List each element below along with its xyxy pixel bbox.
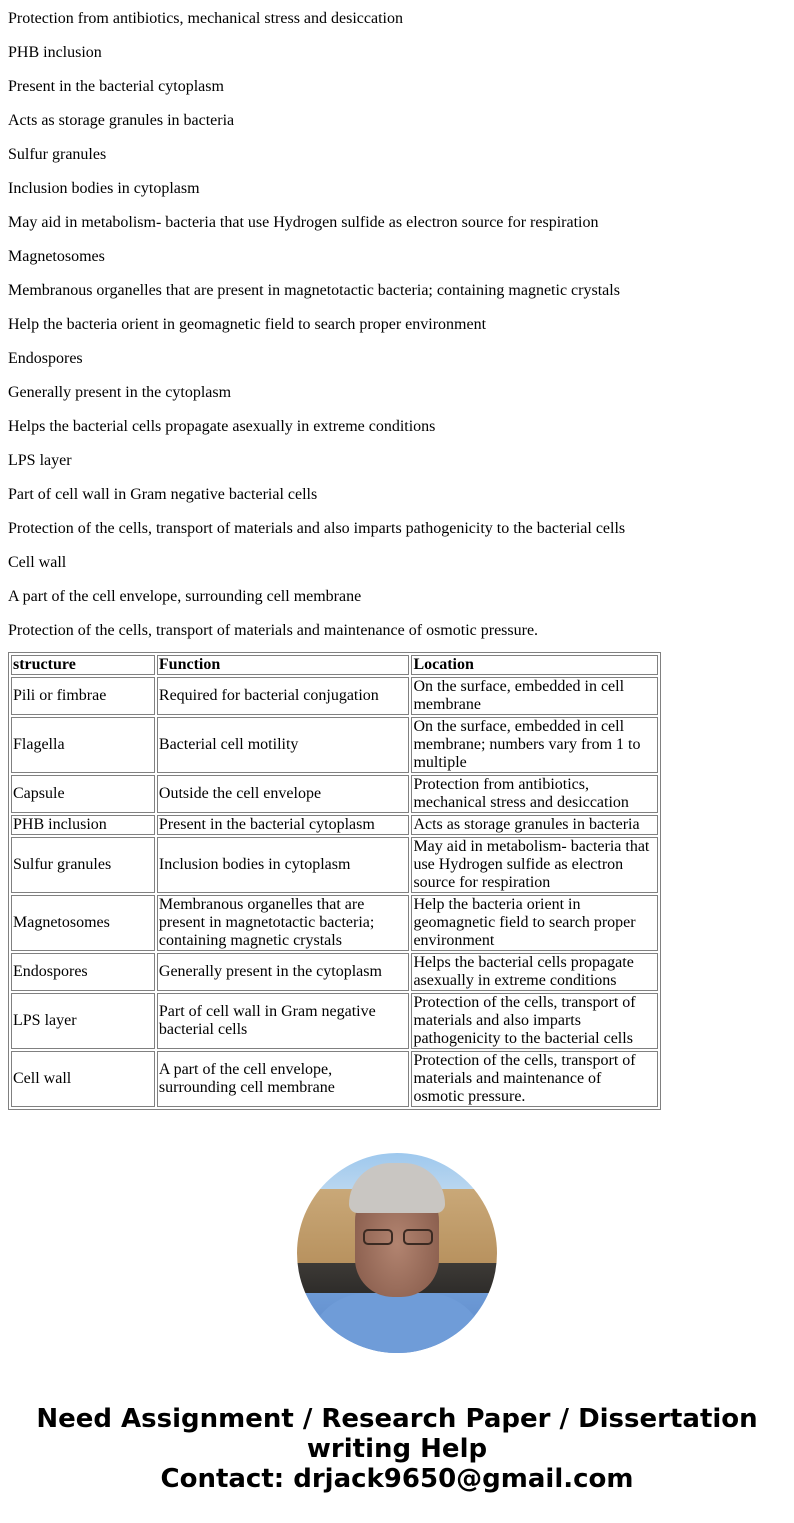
paragraph: Acts as storage granules in bacteria: [8, 112, 235, 129]
paragraph: LPS layer: [8, 452, 72, 469]
table-row: [11, 895, 658, 951]
bacterial-structures-table: [8, 652, 661, 1110]
cell-structure: Endospores: [11, 953, 155, 991]
paragraph: Magnetosomes: [8, 248, 105, 265]
paragraph: Present in the bacterial cytoplasm: [8, 78, 224, 95]
cell-function: Generally present in the cytoplasm: [157, 953, 410, 991]
cta-line-2: writing Help: [306, 1434, 488, 1464]
cell-structure: Pili or fimbrae: [11, 677, 155, 715]
cell-function: Outside the cell envelope: [157, 775, 410, 813]
paragraph: Protection of the cells, transport of materials and maintenance of osmotic pressure.: [8, 622, 539, 639]
cell-structure: PHB inclusion: [11, 815, 155, 835]
paragraph: Inclusion bodies in cytoplasm: [8, 180, 200, 197]
paragraph: Helps the bacterial cells propagate asexually in extreme conditions: [8, 418, 436, 435]
table-row: [11, 1051, 658, 1107]
paragraph: Membranous organelles that are present in magnetotactic bacteria; containing magnetic crystals: [8, 282, 620, 299]
cell-location: May aid in metabolism- bacteria that use Hydrogen sulfide as electron source for respiration: [411, 837, 658, 893]
avatar-shirt: [307, 1293, 487, 1353]
cell-location: Protection of the cells, transport of materials and maintenance of osmotic pressure.: [411, 1051, 658, 1107]
cell-structure: Magnetosomes: [11, 895, 155, 951]
cell-structure: Flagella: [11, 717, 155, 773]
cell-location: Acts as storage granules in bacteria: [411, 815, 658, 835]
header-location: Location: [411, 655, 658, 675]
cell-location: On the surface, embedded in cell membrane; numbers vary from 1 to multiple: [411, 717, 658, 773]
cell-location: Help the bacteria orient in geomagnetic field to search proper environment: [411, 895, 658, 951]
cell-location: On the surface, embedded in cell membrane: [411, 677, 658, 715]
cell-location: Helps the bacterial cells propagate asexually in extreme conditions: [411, 953, 658, 991]
paragraph: A part of the cell envelope, surrounding cell membrane: [8, 588, 362, 605]
cell-location: Protection from antibiotics, mechanical stress and desiccation: [411, 775, 658, 813]
cell-function: A part of the cell envelope, surrounding cell membrane: [157, 1051, 410, 1107]
tutor-avatar: [297, 1153, 497, 1353]
avatar-glasses: [363, 1229, 433, 1247]
table-header-row: [11, 655, 658, 675]
paragraph: PHB inclusion: [8, 44, 102, 61]
cell-structure: Cell wall: [11, 1051, 155, 1107]
table-row: [11, 837, 658, 893]
avatar-hair: [349, 1163, 445, 1213]
table-row: [11, 775, 658, 813]
cta-contact-email: Contact: drjack9650@gmail.com: [160, 1464, 634, 1494]
paragraph: Part of cell wall in Gram negative bacterial cells: [8, 486, 318, 503]
paragraph: Protection of the cells, transport of materials and also imparts pathogenicity to the bacterial cells: [8, 520, 626, 537]
table-row: [11, 993, 658, 1049]
cell-function: Membranous organelles that are present in magnetotactic bacteria; containing magnetic crystals: [157, 895, 410, 951]
paragraph: Generally present in the cytoplasm: [8, 384, 232, 401]
cell-structure: Sulfur granules: [11, 837, 155, 893]
paragraph-list: [8, 0, 786, 646]
cell-function: Inclusion bodies in cytoplasm: [157, 837, 410, 893]
table-row: [11, 717, 658, 773]
paragraph: Protection from antibiotics, mechanical stress and desiccation: [8, 10, 403, 27]
contact-banner: [0, 1404, 794, 1494]
paragraph: May aid in metabolism- bacteria that use Hydrogen sulfide as electron source for respiration: [8, 214, 599, 231]
paragraph: Sulfur granules: [8, 146, 107, 163]
paragraph: Endospores: [8, 350, 83, 367]
table-row: [11, 815, 658, 835]
cell-function: Part of cell wall in Gram negative bacterial cells: [157, 993, 410, 1049]
cell-structure: LPS layer: [11, 993, 155, 1049]
cell-function: Required for bacterial conjugation: [157, 677, 410, 715]
header-function: Function: [157, 655, 410, 675]
table-row: [11, 677, 658, 715]
cell-function: Bacterial cell motility: [157, 717, 410, 773]
table-row: [11, 953, 658, 991]
cell-structure: Capsule: [11, 775, 155, 813]
cell-function: Present in the bacterial cytoplasm: [157, 815, 410, 835]
paragraph: Cell wall: [8, 554, 67, 571]
cell-location: Protection of the cells, transport of materials and also imparts pathogenicity to the bacterial cells: [411, 993, 658, 1049]
header-structure: structure: [11, 655, 155, 675]
paragraph: Help the bacteria orient in geomagnetic field to search proper environment: [8, 316, 487, 333]
cta-line-1: Need Assignment / Research Paper / Dissertation: [36, 1404, 758, 1434]
